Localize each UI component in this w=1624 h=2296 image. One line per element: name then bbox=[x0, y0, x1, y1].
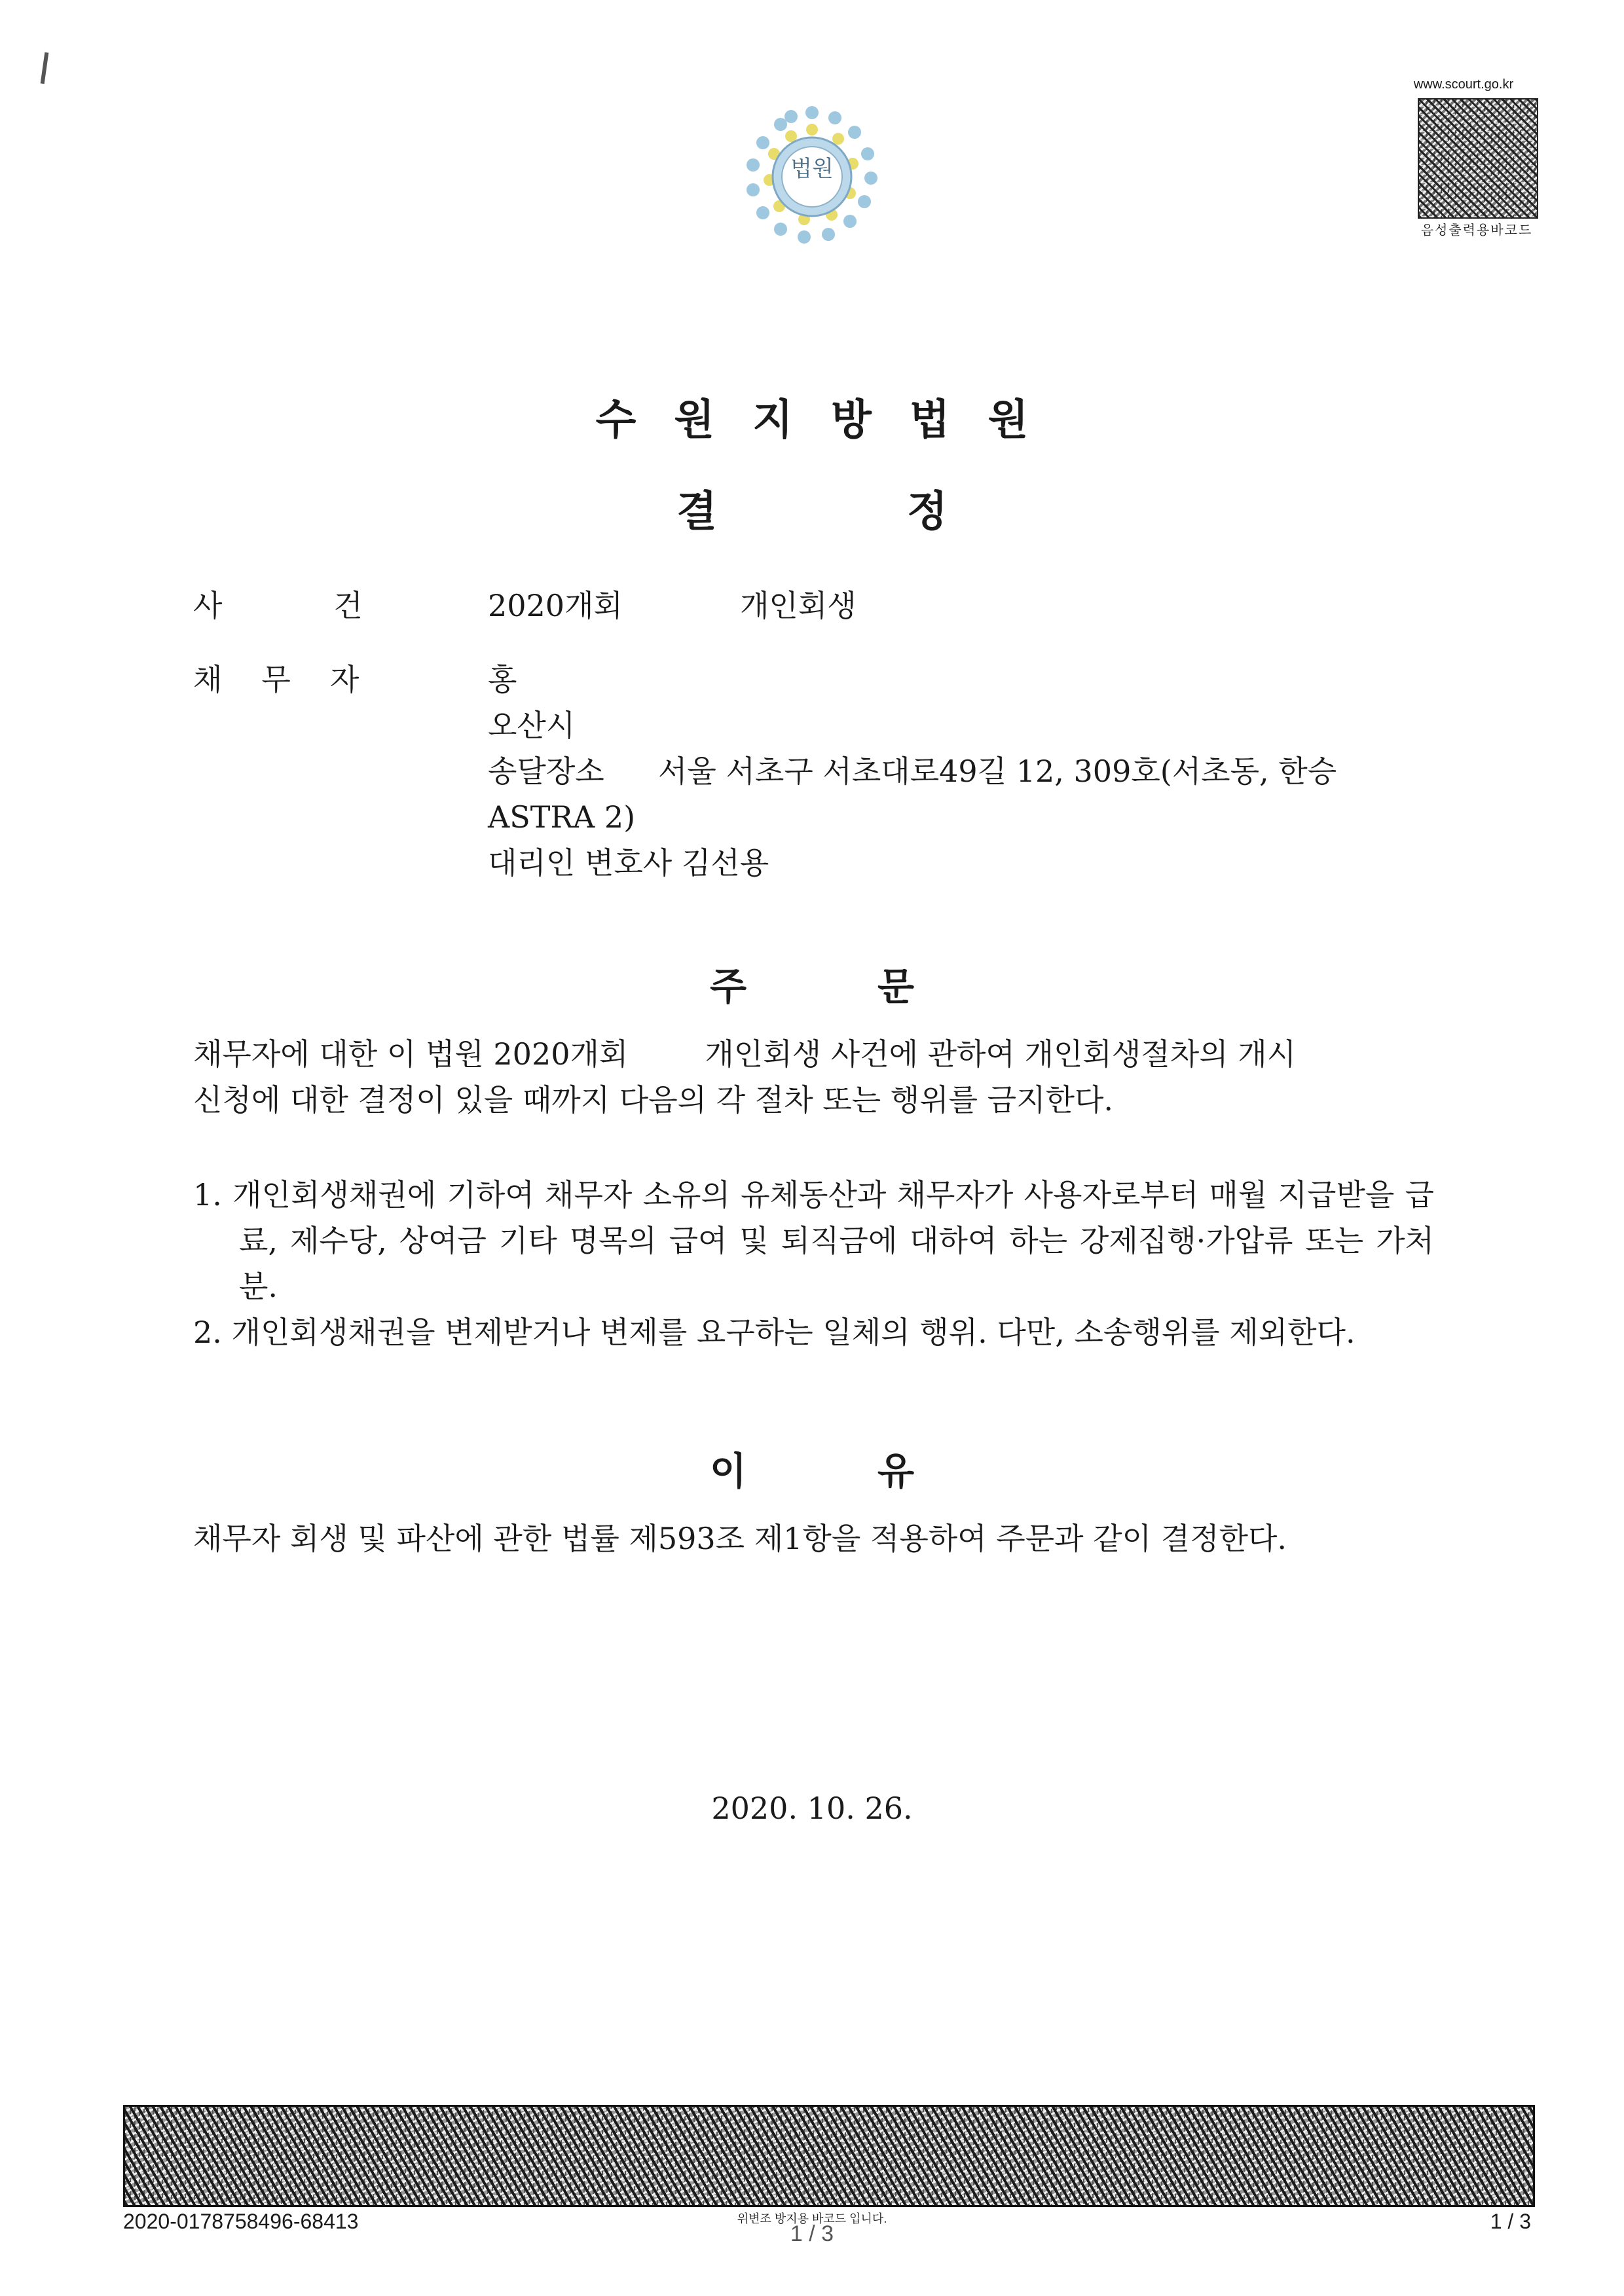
service-label: 송달장소 bbox=[488, 754, 604, 789]
case-label: 사건 bbox=[193, 588, 474, 623]
order-intro-line2: 신청에 대한 결정이 있을 때까지 다음의 각 절차 또는 행위를 금지한다. bbox=[193, 1082, 1114, 1118]
verification-qr-code bbox=[1418, 98, 1538, 219]
case-number: 2020개회 bbox=[488, 588, 623, 623]
service-address-line2: ASTRA 2) bbox=[488, 799, 636, 835]
barcode-note: 위변조 방지용 바코드 입니다. bbox=[737, 2212, 887, 2225]
order-item-2: 2. 개인회생채권을 변제받거나 변제를 요구하는 일체의 행위. 다만, 소송행위를 제외한다. bbox=[193, 1315, 1356, 1350]
document-title: 결정 bbox=[676, 488, 1137, 536]
page-number-center: 1 / 3 bbox=[790, 2221, 834, 2246]
voice-barcode-caption: 음성출력용바코드 bbox=[1420, 223, 1533, 238]
court-name: 수원지방법원 bbox=[595, 396, 1067, 445]
order-heading: 주문 bbox=[709, 964, 1046, 1009]
page-number-right: 1 / 3 bbox=[1490, 2210, 1531, 2233]
debtor-label: 채무자 bbox=[193, 662, 399, 697]
order-item-1: 1. 개인회생채권에 기하여 채무자 소유의 유체동산과 채무자가 사용자로부터 매월 지급받을 급료, 제수당, 상여금 기타 명목의 급여 및 퇴직금에 대하여 하는 강제집행·가압류 또는 가처분. bbox=[193, 1177, 1434, 1304]
reason-text: 채무자 회생 및 파산에 관한 법률 제593조 제1항을 적용하여 주문과 같이 결정한다. bbox=[193, 1521, 1287, 1556]
debtor-name: 홍 bbox=[488, 662, 517, 697]
scan-mark bbox=[41, 52, 49, 84]
case-type: 개인회생 bbox=[740, 588, 857, 623]
debtor-address: 오산시 bbox=[488, 708, 576, 743]
document-number: 2020-0178758496-68413 bbox=[123, 2210, 359, 2233]
reason-heading: 이유 bbox=[709, 1449, 1046, 1493]
debtor-agent: 대리인 변호사 김선용 bbox=[488, 845, 769, 881]
order-intro-line1: 채무자에 대한 이 법원 2020개회 개인회생 사건에 관하여 개인회생절차의 개시 bbox=[193, 1036, 1297, 1072]
service-address-line1: 서울 서초구 서초대로49길 12, 309호(서초동, 한승 bbox=[658, 754, 1337, 789]
anti-forgery-barcode bbox=[123, 2105, 1535, 2207]
decision-date: 2020. 10. 26. bbox=[711, 1791, 913, 1826]
seal-label: 법원 bbox=[790, 156, 834, 182]
verification-url: www.scourt.go.kr bbox=[1413, 77, 1514, 92]
